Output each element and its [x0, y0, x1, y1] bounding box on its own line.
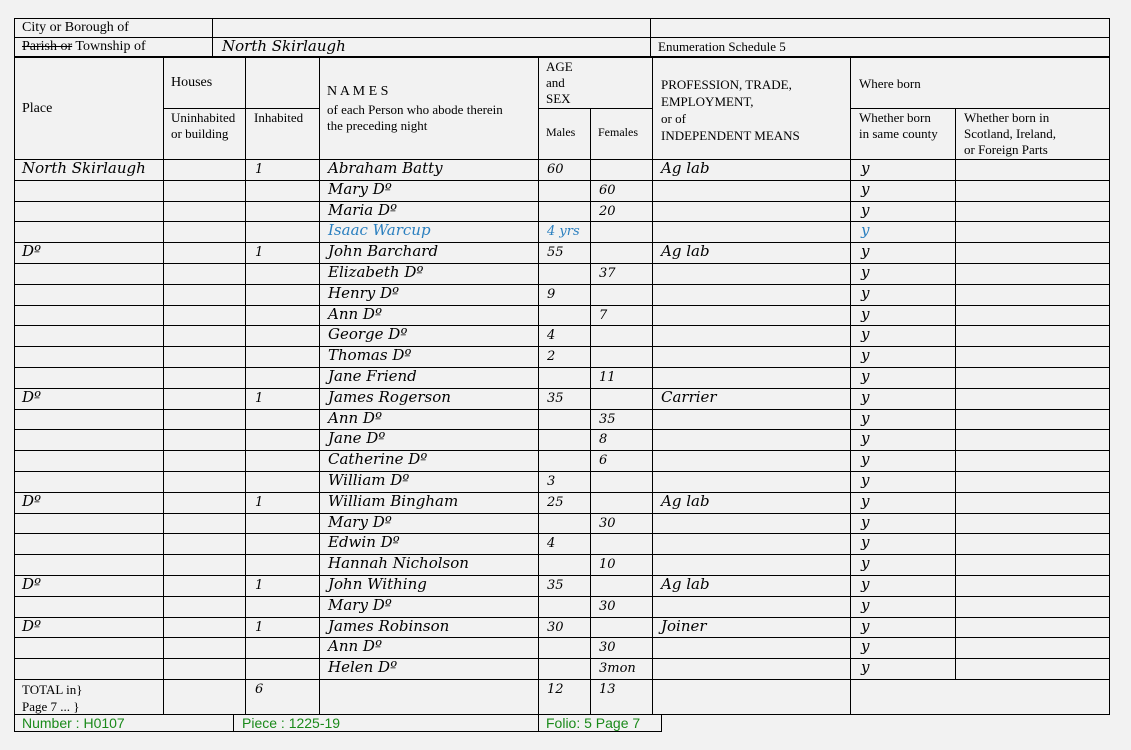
header-box	[14, 18, 1110, 58]
cell-born: y	[861, 513, 870, 531]
cell-inhabited: 1	[255, 391, 264, 406]
cell-inhabited: 1	[255, 578, 264, 593]
cell-female: 37	[599, 266, 616, 281]
cell-born: y	[861, 325, 870, 343]
cell-name: Ann Dº	[328, 637, 383, 655]
cell-name: James Rogerson	[328, 388, 451, 406]
township-value: North Skirlaugh	[222, 37, 346, 55]
cell-inhabited: 1	[255, 162, 264, 177]
total-inhabited: 6	[255, 682, 264, 697]
cell-born: y	[861, 637, 870, 655]
cell-born: y	[861, 221, 870, 239]
cell-name: Elizabeth Dº	[328, 263, 424, 281]
cell-born: y	[861, 617, 870, 635]
cell-male: 4 yrs	[547, 224, 580, 239]
cell-female: 60	[599, 183, 616, 198]
col-uninhabited: Uninhabited or building	[171, 110, 236, 141]
cell-male: 60	[547, 162, 564, 177]
cell-female: 6	[599, 453, 608, 468]
enumeration-schedule: Enumeration Schedule 5	[658, 39, 786, 54]
cell-profession: Ag lab	[661, 159, 710, 177]
cell-name: Ann Dº	[328, 409, 383, 427]
total-label: TOTAL in} Page 7 ... }	[22, 682, 83, 714]
parish-struck-text: Parish or	[22, 39, 73, 54]
cell-born: y	[861, 450, 870, 468]
cell-born: y	[861, 658, 870, 676]
cell-place: North Skirlaugh	[22, 159, 146, 177]
cell-born: y	[861, 159, 870, 177]
cell-born: y	[861, 263, 870, 281]
cell-born: y	[861, 471, 870, 489]
col-females: Females	[598, 125, 638, 139]
cell-name: Jane Friend	[328, 367, 417, 385]
cell-name: Henry Dº	[328, 284, 400, 302]
total-females: 13	[599, 682, 616, 697]
cell-name: James Robinson	[328, 617, 450, 635]
cell-born: y	[861, 346, 870, 364]
cell-name: Jane Dº	[328, 429, 386, 447]
cell-female: 3mon	[599, 661, 636, 676]
cell-female: 35	[599, 412, 616, 427]
col-place: Place	[22, 101, 53, 116]
cell-name: Mary Dº	[328, 596, 392, 614]
cell-name: Mary Dº	[328, 513, 392, 531]
cell-born: y	[861, 492, 870, 510]
cell-inhabited: 1	[255, 245, 264, 260]
cell-born: y	[861, 201, 870, 219]
cell-name: Thomas Dº	[328, 346, 412, 364]
col-names-sub: of each Person who abode therein the preceding night	[327, 102, 503, 133]
cell-male: 30	[547, 620, 564, 635]
total-males: 12	[547, 682, 564, 697]
cell-born: y	[861, 575, 870, 593]
col-scotland: Whether born in Scotland, Ireland, or Foreign Parts	[964, 110, 1057, 157]
cell-male: 2	[547, 349, 556, 364]
city-label: City or Borough of	[22, 20, 129, 35]
cell-place: Dº	[22, 575, 42, 593]
cell-profession: Carrier	[661, 388, 717, 406]
cell-name: Ann Dº	[328, 305, 383, 323]
footer-number: Number : H0107	[22, 715, 125, 731]
col-names-title: N A M E S	[327, 84, 389, 99]
cell-name: George Dº	[328, 325, 408, 343]
cell-name: Maria Dº	[328, 201, 398, 219]
cell-inhabited: 1	[255, 620, 264, 635]
cell-male: 25	[547, 495, 564, 510]
cell-male: 4	[547, 536, 556, 551]
cell-place: Dº	[22, 617, 42, 635]
cell-male: 35	[547, 391, 564, 406]
footer-folio: Folio: 5 Page 7	[546, 715, 641, 731]
cell-male: 9	[547, 287, 556, 302]
col-profession: PROFESSION, TRADE, EMPLOYMENT, or of INDEPENDENT MEANS	[661, 77, 800, 143]
col-inhabited: Inhabited	[254, 110, 304, 125]
cell-born: y	[861, 409, 870, 427]
cell-profession: Ag lab	[661, 575, 710, 593]
cell-born: y	[861, 305, 870, 323]
cell-place: Dº	[22, 388, 42, 406]
cell-born: y	[861, 596, 870, 614]
cell-name: Abraham Batty	[328, 159, 443, 177]
cell-name: John Barchard	[328, 242, 439, 260]
cell-born: y	[861, 554, 870, 572]
parish-struck	[22, 39, 146, 55]
cell-born: y	[861, 367, 870, 385]
cell-born: y	[861, 533, 870, 551]
cell-profession: Joiner	[661, 617, 707, 635]
cell-female: 7	[599, 308, 608, 323]
cell-name: Helen Dº	[328, 658, 398, 676]
cell-name: Catherine Dº	[328, 450, 428, 468]
cell-born: y	[861, 180, 870, 198]
cell-male: 55	[547, 245, 564, 260]
cell-profession: Ag lab	[661, 242, 710, 260]
cell-female: 10	[599, 557, 616, 572]
cell-female: 30	[599, 516, 616, 531]
footer-piece: Piece : 1225-19	[242, 715, 341, 731]
cell-female: 30	[599, 599, 616, 614]
cell-inhabited: 1	[255, 495, 264, 510]
cell-born: y	[861, 242, 870, 260]
cell-name: Hannah Nicholson	[328, 554, 469, 572]
cell-male: 3	[547, 474, 556, 489]
cell-name: Edwin Dº	[328, 533, 400, 551]
cell-place: Dº	[22, 492, 42, 510]
cell-female: 11	[599, 370, 616, 385]
township-label: Township of	[75, 39, 146, 54]
cell-male: 4	[547, 328, 556, 343]
cell-born: y	[861, 388, 870, 406]
cell-name: William Dº	[328, 471, 410, 489]
cell-name: Mary Dº	[328, 180, 392, 198]
cell-name: Isaac Warcup	[328, 221, 431, 239]
cell-male: 35	[547, 578, 564, 593]
cell-profession: Ag lab	[661, 492, 710, 510]
cell-place: Dº	[22, 242, 42, 260]
cell-female: 30	[599, 640, 616, 655]
cell-name: William Bingham	[328, 492, 459, 510]
col-same-county: Whether born in same county	[859, 110, 938, 141]
cell-born: y	[861, 284, 870, 302]
cell-female: 20	[599, 204, 616, 219]
col-houses: Houses	[171, 75, 213, 90]
col-males: Males	[546, 125, 576, 139]
cell-name: John Withing	[328, 575, 427, 593]
cell-female: 8	[599, 432, 608, 447]
col-age-sex: AGE and SEX	[546, 59, 573, 106]
cell-born: y	[861, 429, 870, 447]
col-where-born: Where born	[859, 76, 921, 91]
